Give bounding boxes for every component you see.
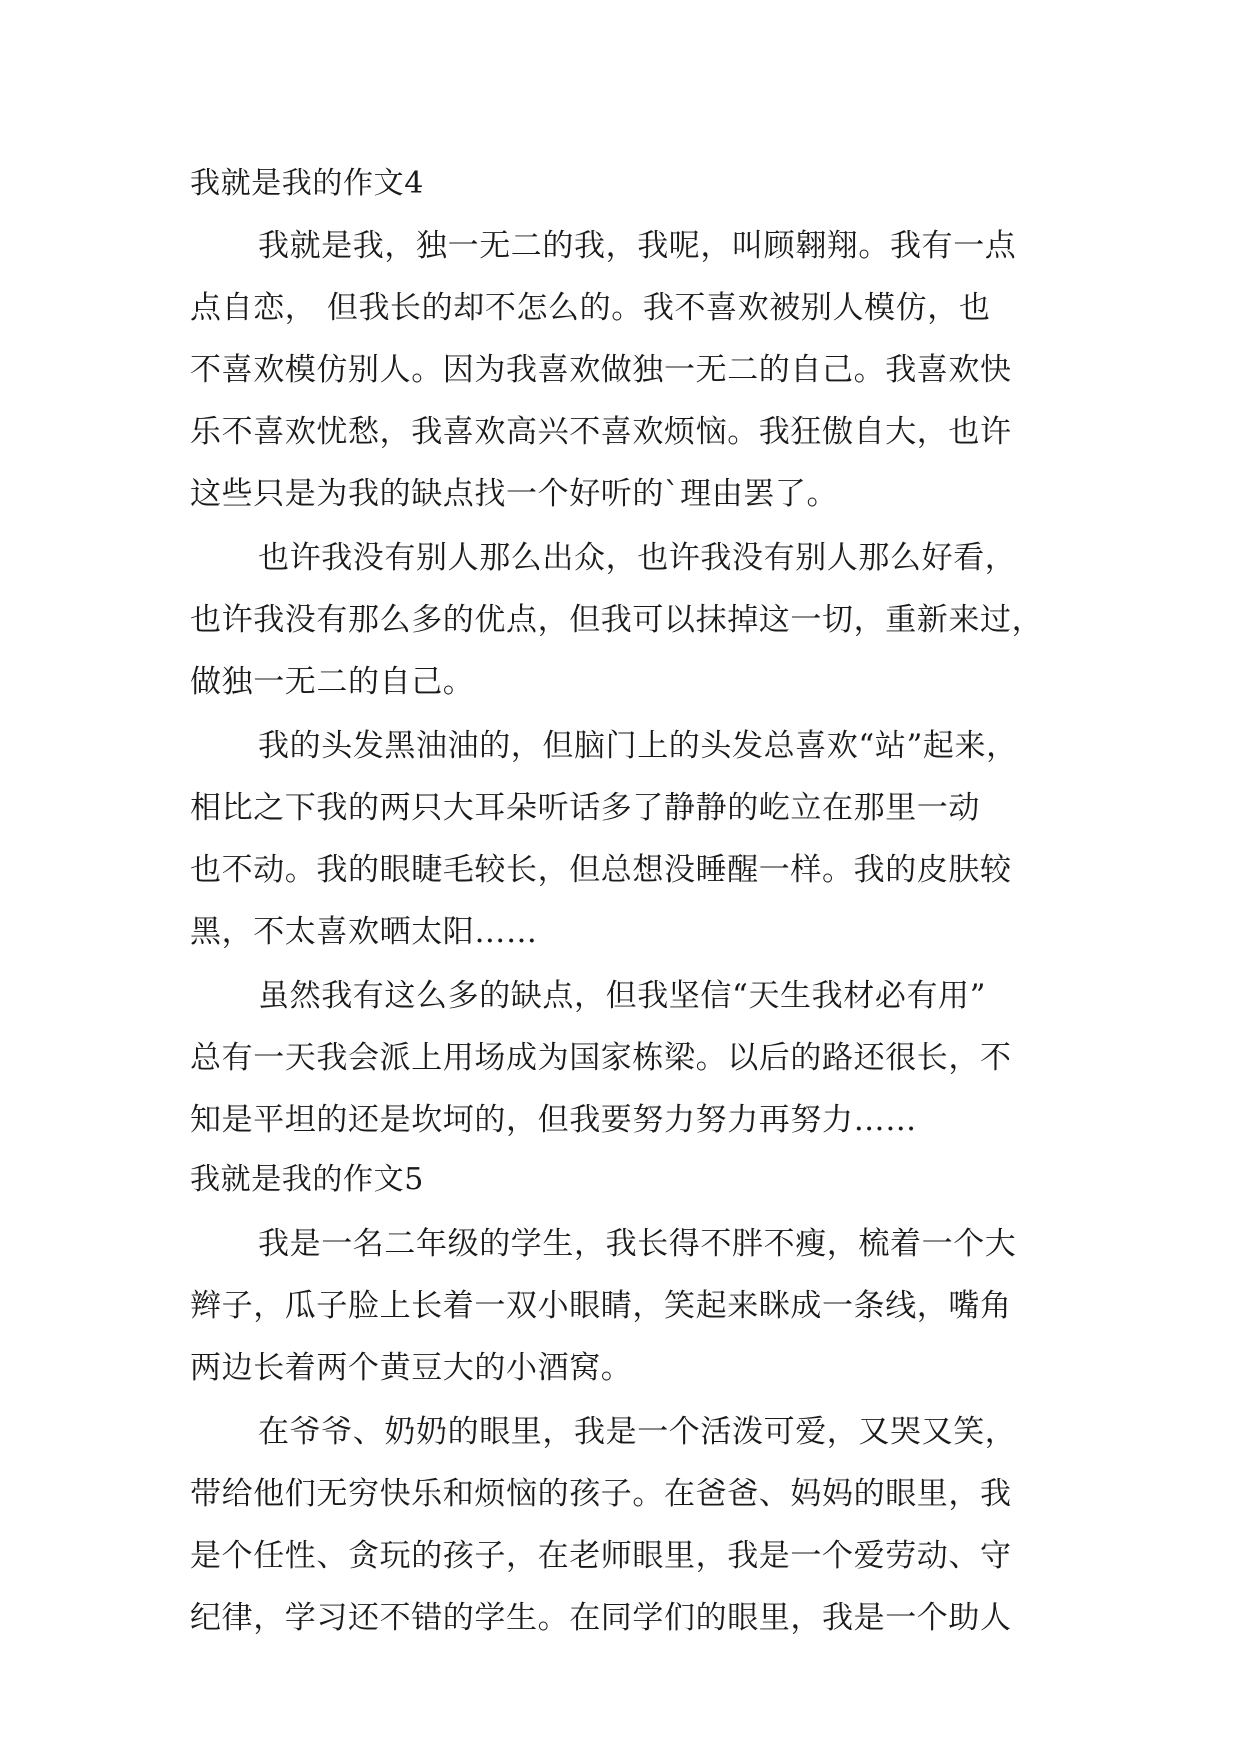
paragraph-line: 虽然我有这么多的缺点，但我坚信“天生我材必有用” (258, 978, 987, 1014)
paragraph-line: 在爷爷、奶奶的眼里，我是一个活泼可爱，又哭又笑， (258, 1414, 1017, 1450)
paragraph-line: 乐不喜欢忧愁，我喜欢高兴不喜欢烦恼。我狂傲自大，也许 (190, 414, 1012, 450)
paragraph-line: 辫子，瓜子脸上长着一双小眼睛，笑起来眯成一条线，嘴角 (190, 1288, 1012, 1324)
essay-title-4: 我就是我的作文4 (190, 166, 424, 201)
essay-title-5: 我就是我的作文5 (190, 1162, 424, 1197)
paragraph-line: 我就是我，独一无二的我，我呢，叫顾翱翔。我有一点 (258, 228, 1017, 264)
paragraph-line: 我的头发黑油油的，但脑门上的头发总喜欢“站”起来， (258, 728, 1018, 764)
paragraph-line: 这些只是为我的缺点找一个好听的`理由罢了。 (190, 476, 839, 512)
paragraph-line: 也许我没有别人那么出众，也许我没有别人那么好看， (258, 540, 1017, 576)
paragraph-line: 纪律，学习还不错的学生。在同学们的眼里，我是一个助人 (190, 1600, 1012, 1636)
paragraph-line: 点自恋， 但我长的却不怎么的。我不喜欢被别人模仿，也 (190, 290, 991, 326)
paragraph-line: 是个任性、贪玩的孩子，在老师眼里，我是一个爱劳动、守 (190, 1538, 1012, 1574)
paragraph-line: 也不动。我的眼睫毛较长，但总想没睡醒一样。我的皮肤较 (190, 852, 1012, 888)
paragraph-line: 两边长着两个黄豆大的小酒窝。 (190, 1350, 633, 1386)
paragraph-line: 我是一名二年级的学生，我长得不胖不瘦，梳着一个大 (258, 1226, 1017, 1262)
paragraph-line: 黑，不太喜欢晒太阳…… (190, 914, 538, 950)
paragraph-line: 相比之下我的两只大耳朵听话多了静静的屹立在那里一动 (190, 790, 980, 826)
paragraph-line: 知是平坦的还是坎坷的，但我要努力努力再努力…… (190, 1102, 917, 1138)
paragraph-line: 也许我没有那么多的优点，但我可以抹掉这一切，重新来过， (190, 602, 1044, 638)
paragraph-line: 带给他们无穷快乐和烦恼的孩子。在爸爸、妈妈的眼里，我 (190, 1476, 1012, 1512)
paragraph-line: 不喜欢模仿别人。因为我喜欢做独一无二的自己。我喜欢快 (190, 352, 1012, 388)
paragraph-line: 做独一无二的自己。 (190, 664, 475, 700)
paragraph-line: 总有一天我会派上用场成为国家栋梁。以后的路还很长，不 (190, 1040, 1012, 1076)
